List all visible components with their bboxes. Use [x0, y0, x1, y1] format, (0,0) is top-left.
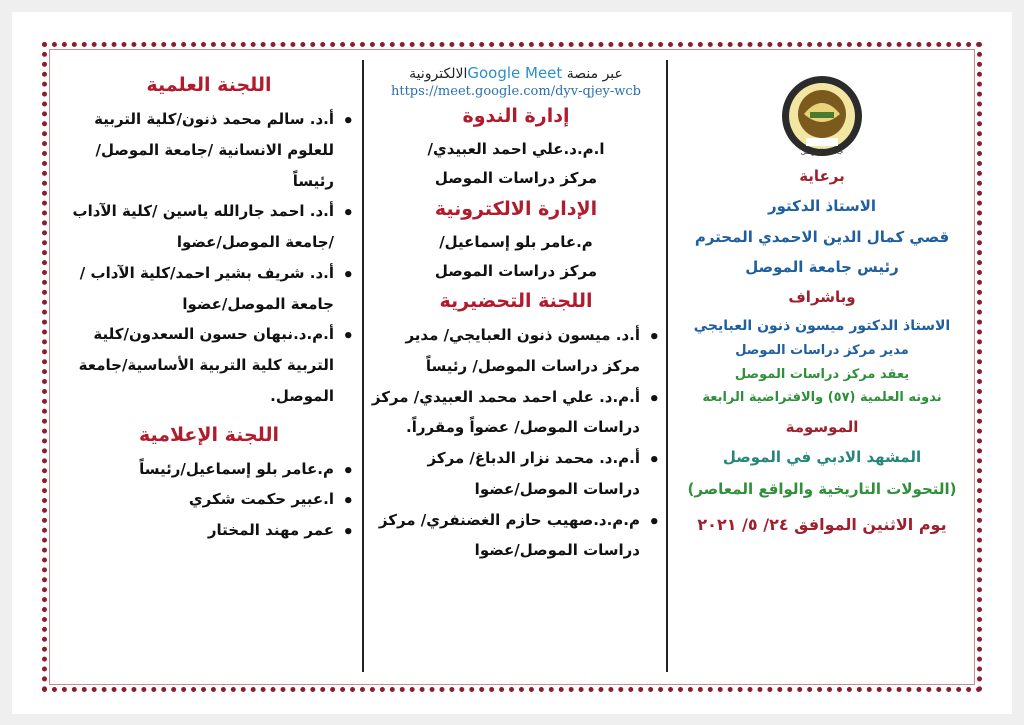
- list-item: • م.م.د.صهيب حازم الغضنفري/ مركز دراسات الموصل/عضوا: [370, 505, 644, 567]
- sponsorship-line: يعقد مركز دراسات الموصل: [734, 366, 910, 382]
- platform-line: [370, 64, 662, 82]
- sponsorship-line: الاستاذ الدكتور ميسون ذنون العبايجي: [693, 318, 951, 335]
- platform-name: Google Meet: [467, 64, 563, 82]
- platform-prefix: عبر منصة: [566, 66, 623, 82]
- seminar-management-section: [370, 105, 662, 194]
- sponsorship-text: [672, 166, 972, 535]
- sponsorship-column: [672, 68, 972, 535]
- preparatory-committee-section: [370, 290, 662, 566]
- university-logo-icon: [780, 74, 864, 158]
- list-item: • أ.د. شريف بشير احمد/كلية الآداب /جامعة الموصل/عضوا: [62, 258, 338, 320]
- sponsorship-line: المشهد الادبي في الموصل: [722, 448, 922, 467]
- sponsorship-line: وباشراف: [788, 288, 856, 306]
- sponsorship-line: برعاية: [799, 167, 845, 185]
- platform-suffix: الالكترونية: [409, 66, 468, 82]
- list-item: • أ.د. احمد جارالله ياسين /كلية الآداب /جامعة الموصل/عضوا: [62, 196, 338, 258]
- meeting-link[interactable]: https://meet.google.com/dyv-qjey-wcb: [390, 84, 642, 99]
- committees-column: [62, 70, 356, 546]
- electronic-management-title: الإدارة الالكترونية: [434, 197, 598, 220]
- scientific-committee-title: اللجنة العلمية: [146, 74, 272, 96]
- sponsorship-line: (التحولات التاريخية والواقع المعاصر): [687, 480, 957, 499]
- sponsorship-line: يوم الاثنين الموافق ٢٤/ ٥/ ٢٠٢١: [697, 514, 947, 534]
- seminar-manager-affiliation: مركز دراسات الموصل: [434, 169, 598, 188]
- list-item: • عمر مهند المختار: [62, 515, 338, 546]
- sponsorship-line: رئيس جامعة الموصل: [745, 257, 899, 276]
- sponsorship-line: الاستاذ الدكتور: [767, 197, 877, 216]
- media-committee-title: اللجنة الإعلامية: [138, 423, 280, 446]
- electronic-manager-affiliation: مركز دراسات الموصل: [434, 261, 598, 280]
- seminar-manager-name: ا.م.د.علي احمد العبيدي/: [427, 140, 605, 158]
- sponsorship-line: قصي كمال الدين الاحمدي المحترم: [694, 227, 950, 246]
- column-divider-left: [362, 60, 364, 672]
- list-item: • ا.عبير حكمت شكري: [62, 484, 338, 515]
- administration-column: [370, 62, 662, 566]
- list-item: • أ.د. سالم محمد ذنون/كلية التربية للعلوم الانسانية /جامعة الموصل/ رئيساً: [62, 104, 338, 196]
- preparatory-committee-list: [370, 320, 662, 566]
- electronic-manager-name: م.عامر بلو إسماعيل/: [439, 232, 593, 251]
- column-divider-right: [666, 60, 668, 672]
- sponsorship-line: مدير مركز دراسات الموصل: [735, 343, 909, 359]
- logo-caption: جامعة الموصل: [800, 148, 844, 156]
- list-item: • أ.د. ميسون ذنون العبايجي/ مدير مركز دراسات الموصل/ رئيساً: [370, 320, 644, 382]
- media-committee-list: [62, 454, 356, 546]
- preparatory-committee-title: اللجنة التحضيرية: [439, 290, 593, 312]
- list-item: • أ.م.د. محمد نزار الدباغ/ مركز دراسات الموصل/عضوا: [370, 443, 644, 505]
- list-item: • أ.م.د. علي احمد محمد العبيدي/ مركز دراسات الموصل/ عضواً ومقرراً.: [370, 382, 644, 444]
- electronic-management-section: [370, 198, 662, 287]
- list-item: • م.عامر بلو إسماعيل/رئيساً: [62, 454, 338, 485]
- scientific-committee-list: [62, 104, 356, 412]
- sponsorship-line: الموسومة: [785, 417, 859, 436]
- seminar-management-title: إدارة الندوة: [462, 105, 570, 127]
- sponsorship-line: ندوته العلمية (٥٧) والافتراضية الرابعة: [702, 390, 942, 406]
- list-item: • أ.م.د.نبهان حسون السعدون/كلية التربية كلية التربية الأساسية/جامعة الموصل.: [62, 319, 338, 411]
